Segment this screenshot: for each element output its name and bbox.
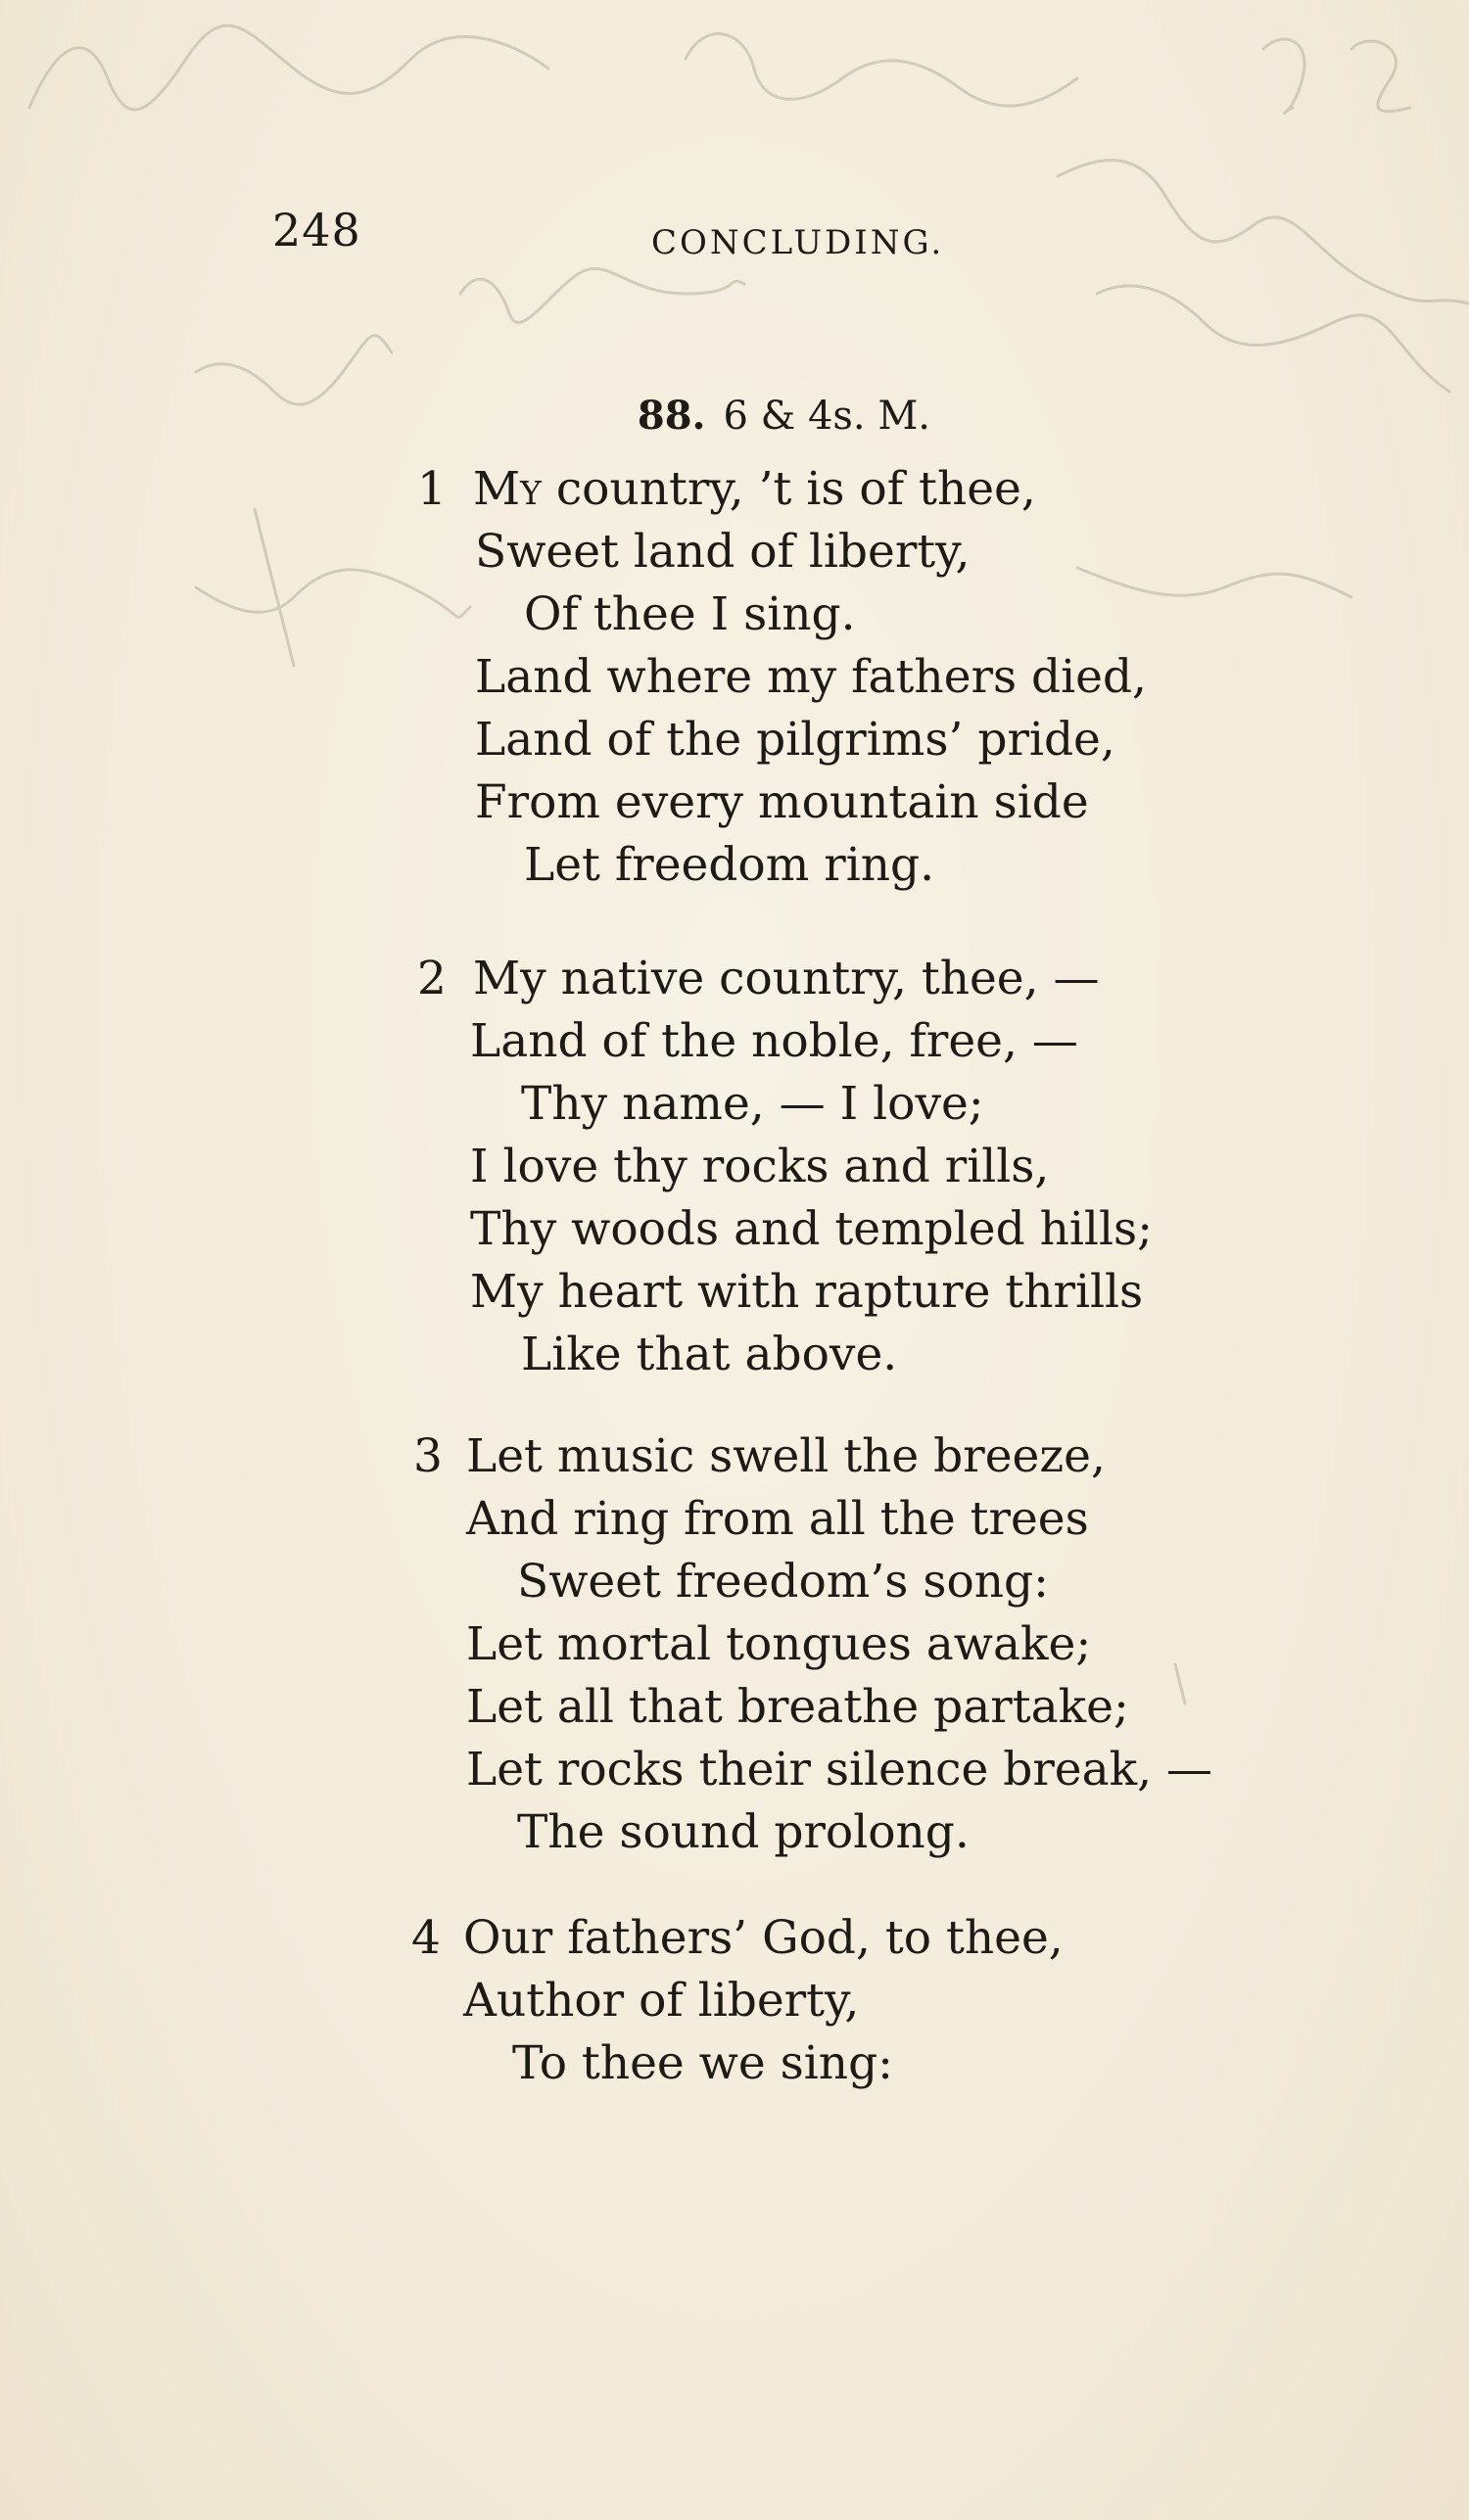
verse-line: Our fathers’ God, to thee, — [463, 1911, 1064, 1965]
verse-line: I love thy rocks and rills, — [470, 1140, 1050, 1193]
stanza-number: 2 — [417, 952, 447, 1005]
verse-line: My heart with rapture thrills — [470, 1265, 1144, 1319]
verse-line: Like that above. — [521, 1328, 898, 1381]
stanza-number: 3 — [413, 1429, 443, 1483]
stanza-number: 4 — [411, 1911, 441, 1965]
verse-line: Author of liberty, — [463, 1974, 860, 2028]
page-number: 248 — [272, 204, 361, 257]
verse-line: Thy woods and templed hills; — [470, 1202, 1153, 1256]
hymn-number: 88. — [637, 393, 706, 439]
stanza-number: 1 — [417, 462, 447, 516]
verse-line: Let mortal tongues awake; — [466, 1617, 1092, 1671]
verse-line: Land of the noble, free, — — [470, 1014, 1078, 1068]
verse-line: Let freedom ring. — [524, 838, 935, 892]
verse-line: Of thee I sing. — [524, 587, 856, 641]
hymn-meter: 6 & 4s. M. — [723, 394, 931, 439]
running-head: CONCLUDING. — [651, 223, 945, 262]
verse-line: Let music swell the breeze, — [466, 1429, 1106, 1483]
verse-line — [473, 460, 1036, 519]
verse-line: The sound prolong. — [517, 1805, 970, 1859]
verse-line: Sweet freedom’s song: — [517, 1555, 1049, 1609]
verse-line: Land of the pilgrims’ pride, — [475, 713, 1115, 767]
verse-line: From every mountain side — [475, 775, 1089, 829]
verse-line: My native country, thee, — — [473, 952, 1100, 1005]
verse-line: Sweet land of liberty, — [475, 525, 971, 579]
verse-line: Thy name, — I love; — [521, 1077, 984, 1131]
verse-line: Let all that breathe partake; — [466, 1680, 1129, 1734]
first-word: My — [473, 462, 542, 516]
verse-line: And ring from all the trees — [466, 1492, 1089, 1546]
first-line-rest: country, ’t is of thee, — [541, 462, 1036, 516]
verse-line: Land where my fathers died, — [475, 650, 1147, 704]
verse-line: To thee we sing: — [512, 2036, 893, 2090]
verse-line: Let rocks their silence break, — — [466, 1743, 1212, 1797]
